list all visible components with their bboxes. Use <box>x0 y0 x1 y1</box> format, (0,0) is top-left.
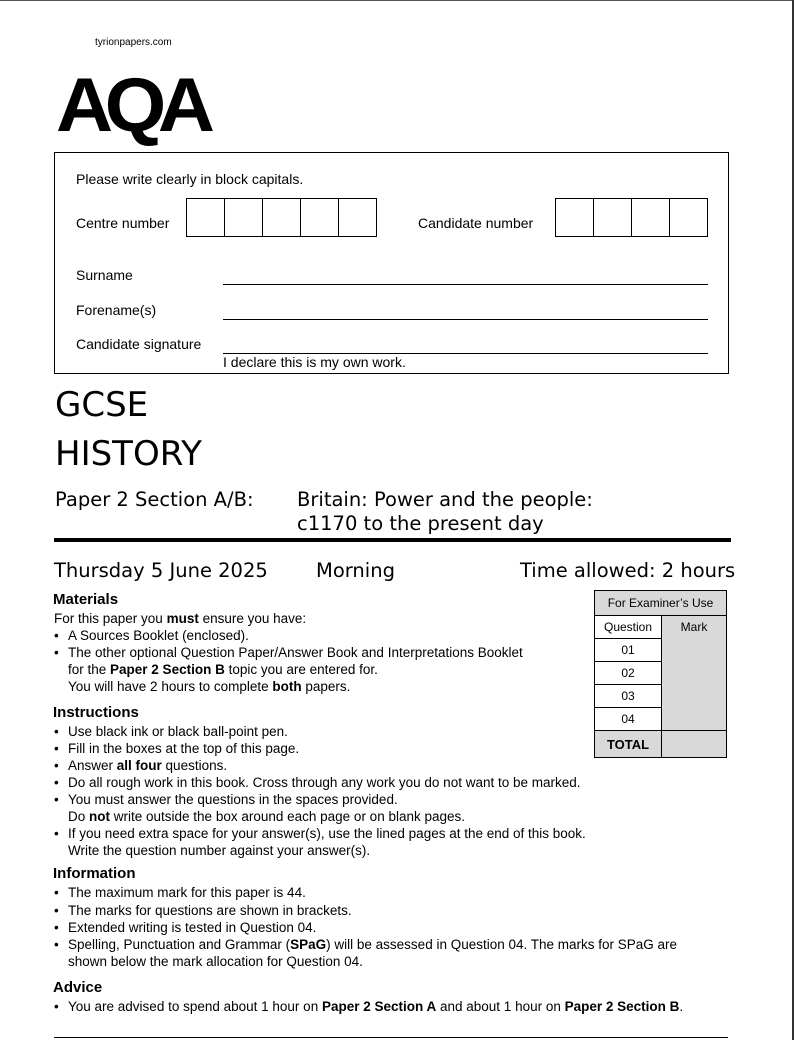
information-item-continued: shown below the mark allocation for Question 04. <box>68 954 363 969</box>
mark-column-header: Mark <box>662 616 727 731</box>
surname-label: Surname <box>76 267 133 283</box>
candidate-number-boxes[interactable] <box>555 198 707 237</box>
candidate-details-box <box>54 152 729 374</box>
topic-line-1: Britain: Power and the people: <box>297 488 593 511</box>
candidate-digit-box[interactable] <box>555 198 594 237</box>
forename-field[interactable] <box>223 319 708 320</box>
instruction-item-continued: Write the question number against your answer(s). <box>68 843 371 858</box>
time-allowed: Time allowed: 2 hours <box>520 559 736 582</box>
examiners-use-table <box>594 590 727 758</box>
materials-intro: For this paper you must ensure you have: <box>54 611 307 626</box>
bottom-divider <box>54 1037 728 1038</box>
centre-digit-box[interactable] <box>262 198 301 237</box>
exam-session: Morning <box>316 559 395 582</box>
materials-item-2-line-2: for the Paper 2 Section B topic you are entered for. <box>68 662 378 677</box>
centre-digit-box[interactable] <box>300 198 339 237</box>
total-mark-cell <box>662 731 727 758</box>
centre-number-boxes[interactable] <box>186 198 376 237</box>
instruction-item-continued: Do not write outside the box around each page or on blank pages. <box>68 809 466 824</box>
signature-label: Candidate signature <box>76 336 202 352</box>
question-number-cell: 03 <box>595 685 662 708</box>
question-number-cell: 02 <box>595 662 662 685</box>
aqa-logo: AQA <box>56 63 207 148</box>
qualification-level: GCSE <box>55 385 149 425</box>
surname-field[interactable] <box>223 284 708 285</box>
instructions-heading: Instructions <box>53 704 139 721</box>
total-label: TOTAL <box>595 731 662 758</box>
centre-digit-box[interactable] <box>224 198 263 237</box>
advice-heading: Advice <box>53 979 103 996</box>
candidate-number-label: Candidate number <box>418 215 534 231</box>
candidate-digit-box[interactable] <box>631 198 670 237</box>
materials-item-2-line-3: You will have 2 hours to complete both papers. <box>68 679 351 694</box>
examiner-table-title: For Examiner’s Use <box>595 591 727 616</box>
centre-digit-box[interactable] <box>338 198 377 237</box>
block-capitals-instruction: Please write clearly in block capitals. <box>76 171 304 187</box>
top-border <box>0 0 794 1</box>
candidate-digit-box[interactable] <box>669 198 708 237</box>
declaration-text: I declare this is my own work. <box>223 354 406 370</box>
question-number-cell: 04 <box>595 708 662 731</box>
exam-date: Thursday 5 June 2025 <box>54 559 268 582</box>
paper-label: Paper 2 Section A/B: <box>55 488 254 511</box>
site-watermark: tyrionpapers.com <box>95 37 172 48</box>
materials-heading: Materials <box>53 591 119 608</box>
subject-title: HISTORY <box>55 434 202 474</box>
forename-label: Forename(s) <box>76 302 157 318</box>
information-heading: Information <box>53 865 136 882</box>
centre-number-label: Centre number <box>76 215 170 231</box>
question-column-header: Question <box>595 616 662 639</box>
question-number-cell: 01 <box>595 639 662 662</box>
candidate-digit-box[interactable] <box>593 198 632 237</box>
title-divider <box>54 538 731 542</box>
topic-line-2: c1170 to the present day <box>297 512 544 535</box>
centre-digit-box[interactable] <box>186 198 225 237</box>
